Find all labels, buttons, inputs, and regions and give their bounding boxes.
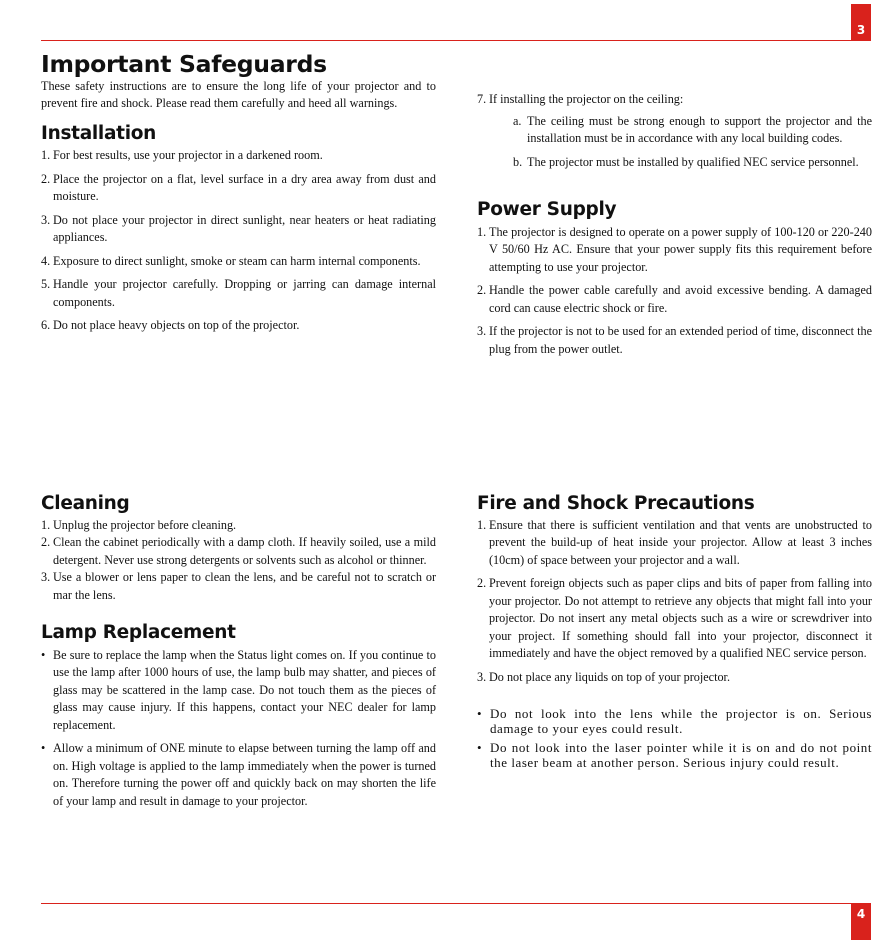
list-item: 2. Clean the cabinet periodically with a damp cloth. If heavily soiled, use a mild detergent. Never use strong detergents or solvents such as alcohol or thinner. — [41, 535, 436, 567]
lamp-heading: Lamp Replacement — [41, 622, 236, 643]
list-item: 3. Use a blower or lens paper to clean the lens, and be careful not to scratch or mar the lens. — [41, 570, 436, 602]
page-number-bottom: 4 — [856, 907, 866, 921]
lamp-list — [41, 647, 436, 811]
list-item: 1. Unplug the projector before cleaning. — [41, 517, 237, 532]
page-title: Important Safeguards — [41, 50, 327, 78]
fire-heading: Fire and Shock Precautions — [477, 493, 755, 514]
warning-list — [477, 706, 872, 770]
list-item: 2. Prevent foreign objects such as paper clips and bits of paper from falling into your projector. Do not attempt to retrieve any objects that might fall into your projector. Do not insert any metal objects such as a wire or screwdriver into your project. If something should fall into your projector, disconnect it immediately and have the object removed by a qualified NEC service person. — [477, 576, 872, 660]
fire-list — [477, 517, 872, 687]
installation-heading: Installation — [41, 122, 157, 144]
list-item: 4. Exposure to direct sunlight, smoke or steam can harm internal components. — [41, 253, 421, 268]
warning-item: • Do not look into the laser pointer while it is on and do not point the laser beam at another person. Serious injury could result. — [477, 740, 872, 770]
list-item: a. The ceiling must be strong enough to support the projector and the installation must be in accordance with any local building codes. — [513, 113, 872, 145]
left-column-upper — [41, 50, 436, 341]
intro-text: These safety instructions are to ensure the long life of your projector and to prevent fire and shock. Please read them carefully and heed all warnings. — [41, 78, 436, 110]
bottom-rule — [41, 903, 871, 904]
power-list — [477, 224, 872, 359]
right-column-upper — [477, 91, 872, 364]
top-rule — [41, 40, 871, 41]
page-number-box-top — [851, 4, 871, 41]
right-column-lower — [477, 495, 872, 774]
list-item: 1. The projector is designed to operate on a power supply of 100-120 or 220-240 V 50/60 Hz AC. Ensure that your power supply fits this requirement before attempting to use your projector. — [477, 224, 872, 274]
list-item: 2. Place the projector on a flat, level surface in a dry area away from dust and moisture. — [41, 171, 436, 203]
list-item: 3. Do not place your projector in direct sunlight, near heaters or heat radiating appliances. — [41, 212, 436, 244]
left-column-lower — [41, 495, 436, 816]
page-number-box-bottom — [851, 903, 871, 940]
page-number-top: 3 — [856, 23, 866, 37]
list-item: 3. Do not place any liquids on top of your projector. — [477, 669, 730, 684]
ceiling-list — [477, 91, 872, 171]
list-item: 7. If installing the projector on the ceiling: a. The ceiling must be strong enough to support the projector and the installation must be in accordance with any local building codes. b. The projector must be installed by qualified NEC service personnel. — [477, 91, 872, 171]
list-item: 6. Do not place heavy objects on top of the projector. — [41, 318, 300, 332]
list-item: 1. Ensure that there is sufficient ventilation and that vents are unobstructed to prevent the build-up of heat inside your projector. Allow at least 3 inches (10cm) of space between your projector and a wall. — [477, 517, 872, 567]
list-item: b. The projector must be installed by qualified NEC service personnel. — [513, 154, 859, 169]
list-item: 2. Handle the power cable carefully and avoid excessive bending. A damaged cord can cause electric shock or fire. — [477, 283, 872, 315]
cleaning-list — [41, 517, 436, 605]
list-item: 3. If the projector is not to be used for an extended period of time, disconnect the plug from the power outlet. — [477, 324, 872, 356]
warning-item: • Do not look into the lens while the projector is on. Serious damage to your eyes could result. — [477, 706, 872, 736]
list-item: 1. For best results, use your projector in a darkened room. — [41, 148, 323, 162]
list-item: • Be sure to replace the lamp when the Status light comes on. If you continue to use the lamp after 1000 hours of use, the lamp bulb may shatter, and pieces of glass may be scattered in the lamp case. Do not touch them as the pieces of glass may cause injury. If this happens, contact your NEC dealer for lamp replacement. — [41, 647, 436, 732]
list-item: • Allow a minimum of ONE minute to elapse between turning the lamp off and on. High voltage is applied to the lamp immediately when the power is turned on. Therefore turning the power off and quickly back on may shorten the life of your lamp and result in damage to your projector. — [41, 741, 436, 808]
cleaning-heading: Cleaning — [41, 493, 130, 514]
power-heading: Power Supply — [477, 199, 617, 220]
installation-list — [41, 147, 436, 335]
list-item: 5. Handle your projector carefully. Dropping or jarring can damage internal components. — [41, 277, 436, 309]
ceiling-sublist — [489, 113, 872, 172]
